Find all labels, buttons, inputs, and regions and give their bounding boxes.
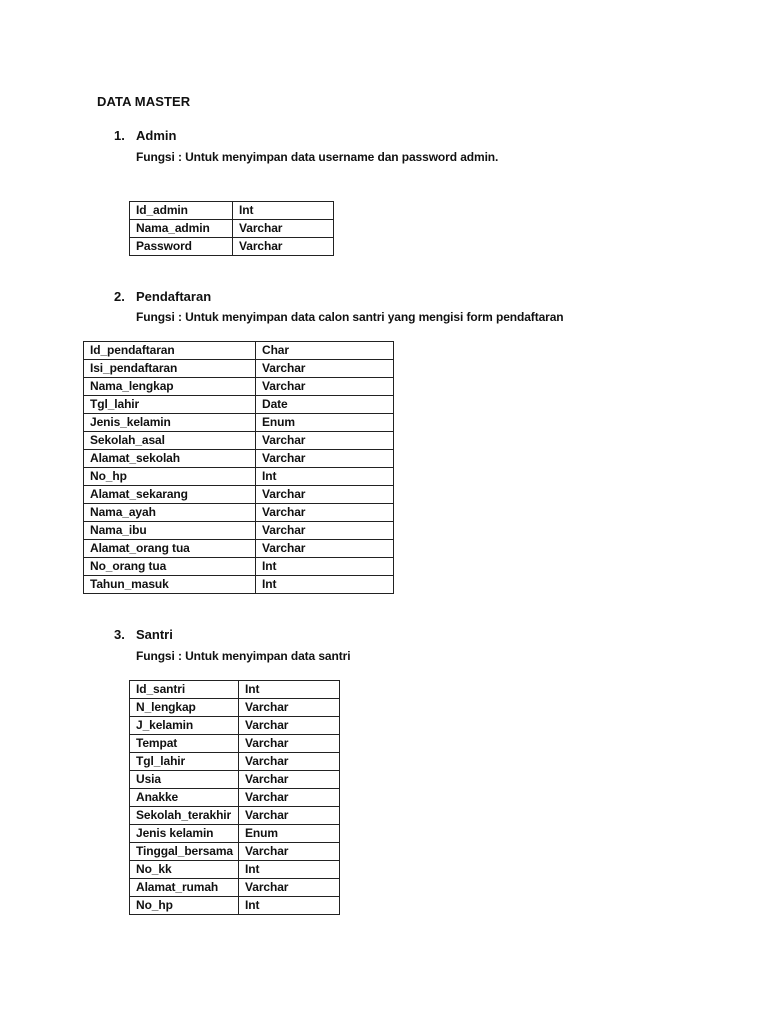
field-name-cell: No_kk (130, 861, 239, 879)
field-name-cell: Password (130, 238, 233, 256)
table-row (130, 807, 340, 825)
field-name-cell: Nama_ibu (84, 522, 256, 540)
section-title: Admin (136, 128, 177, 143)
table-row (84, 432, 394, 450)
field-name-cell: Tgl_lahir (84, 396, 256, 414)
table-row (130, 681, 340, 699)
field-type-cell: Int (239, 861, 340, 879)
field-name-cell: No_orang tua (84, 558, 256, 576)
table-row (130, 220, 334, 238)
table-row (130, 735, 340, 753)
table-row (84, 486, 394, 504)
field-name-cell: Tahun_masuk (84, 576, 256, 594)
section-number: 2. (114, 289, 125, 304)
section-number: 1. (114, 128, 125, 143)
table-row (130, 825, 340, 843)
table-row (84, 504, 394, 522)
section-description-santri: Fungsi : Untuk menyimpan data santri (136, 649, 351, 663)
field-type-cell: Enum (239, 825, 340, 843)
table-row (84, 378, 394, 396)
page-title: DATA MASTER (97, 94, 191, 109)
santri-table (129, 680, 340, 915)
table-row (84, 576, 394, 594)
table-row (130, 789, 340, 807)
table-row (130, 771, 340, 789)
field-name-cell: No_hp (130, 897, 239, 915)
field-name-cell: Nama_ayah (84, 504, 256, 522)
table-row (84, 396, 394, 414)
field-name-cell: Nama_lengkap (84, 378, 256, 396)
field-name-cell: Sekolah_asal (84, 432, 256, 450)
field-name-cell: Sekolah_terakhir (130, 807, 239, 825)
field-name-cell: Tempat (130, 735, 239, 753)
field-type-cell: Int (233, 202, 334, 220)
table-row (130, 861, 340, 879)
field-type-cell: Varchar (256, 540, 394, 558)
field-name-cell: Alamat_sekarang (84, 486, 256, 504)
admin-table (129, 201, 334, 256)
section-heading-admin (114, 128, 176, 143)
table-row (130, 753, 340, 771)
field-name-cell: Jenis_kelamin (84, 414, 256, 432)
field-name-cell: Alamat_sekolah (84, 450, 256, 468)
table-row (84, 360, 394, 378)
field-type-cell: Int (239, 897, 340, 915)
table-row (130, 897, 340, 915)
field-type-cell: Varchar (256, 522, 394, 540)
section-heading-pendaftaran (114, 289, 211, 304)
table-row (130, 699, 340, 717)
field-name-cell: N_lengkap (130, 699, 239, 717)
field-type-cell: Varchar (233, 238, 334, 256)
table-row (84, 450, 394, 468)
field-name-cell: Usia (130, 771, 239, 789)
field-name-cell: Id_santri (130, 681, 239, 699)
field-name-cell: Alamat_orang tua (84, 540, 256, 558)
field-name-cell: Isi_pendaftaran (84, 360, 256, 378)
field-type-cell: Enum (256, 414, 394, 432)
field-type-cell: Varchar (233, 220, 334, 238)
field-name-cell: Anakke (130, 789, 239, 807)
table-row (130, 202, 334, 220)
table-row (84, 522, 394, 540)
table-row (84, 468, 394, 486)
field-type-cell: Varchar (256, 378, 394, 396)
table-row (84, 414, 394, 432)
table-row (130, 717, 340, 735)
table-row (130, 879, 340, 897)
field-type-cell: Varchar (239, 771, 340, 789)
section-description-pendaftaran: Fungsi : Untuk menyimpan data calon santri yang mengisi form pendaftaran (136, 310, 564, 324)
table-row (84, 342, 394, 360)
field-type-cell: Int (239, 681, 340, 699)
field-type-cell: Varchar (256, 450, 394, 468)
field-type-cell: Varchar (256, 432, 394, 450)
pendaftaran-table (83, 341, 394, 594)
section-number: 3. (114, 627, 125, 642)
field-type-cell: Int (256, 576, 394, 594)
field-name-cell: Alamat_rumah (130, 879, 239, 897)
section-title: Pendaftaran (136, 289, 212, 304)
field-type-cell: Int (256, 558, 394, 576)
field-type-cell: Varchar (239, 789, 340, 807)
field-name-cell: Tinggal_bersama (130, 843, 239, 861)
table-row (130, 238, 334, 256)
field-type-cell: Varchar (239, 699, 340, 717)
table-row (130, 843, 340, 861)
field-type-cell: Char (256, 342, 394, 360)
field-type-cell: Varchar (256, 486, 394, 504)
field-type-cell: Varchar (239, 717, 340, 735)
field-type-cell: Varchar (256, 360, 394, 378)
field-name-cell: Tgl_lahir (130, 753, 239, 771)
field-type-cell: Varchar (239, 879, 340, 897)
section-heading-santri (114, 627, 173, 642)
section-description-admin: Fungsi : Untuk menyimpan data username dan password admin. (136, 150, 499, 164)
field-type-cell: Varchar (239, 753, 340, 771)
field-name-cell: Jenis kelamin (130, 825, 239, 843)
section-title: Santri (136, 627, 173, 642)
field-name-cell: Nama_admin (130, 220, 233, 238)
field-type-cell: Varchar (239, 735, 340, 753)
field-type-cell: Varchar (239, 807, 340, 825)
field-type-cell: Varchar (239, 843, 340, 861)
field-type-cell: Int (256, 468, 394, 486)
table-row (84, 558, 394, 576)
field-type-cell: Varchar (256, 504, 394, 522)
field-type-cell: Date (256, 396, 394, 414)
field-name-cell: J_kelamin (130, 717, 239, 735)
field-name-cell: Id_admin (130, 202, 233, 220)
table-row (84, 540, 394, 558)
field-name-cell: Id_pendaftaran (84, 342, 256, 360)
field-name-cell: No_hp (84, 468, 256, 486)
